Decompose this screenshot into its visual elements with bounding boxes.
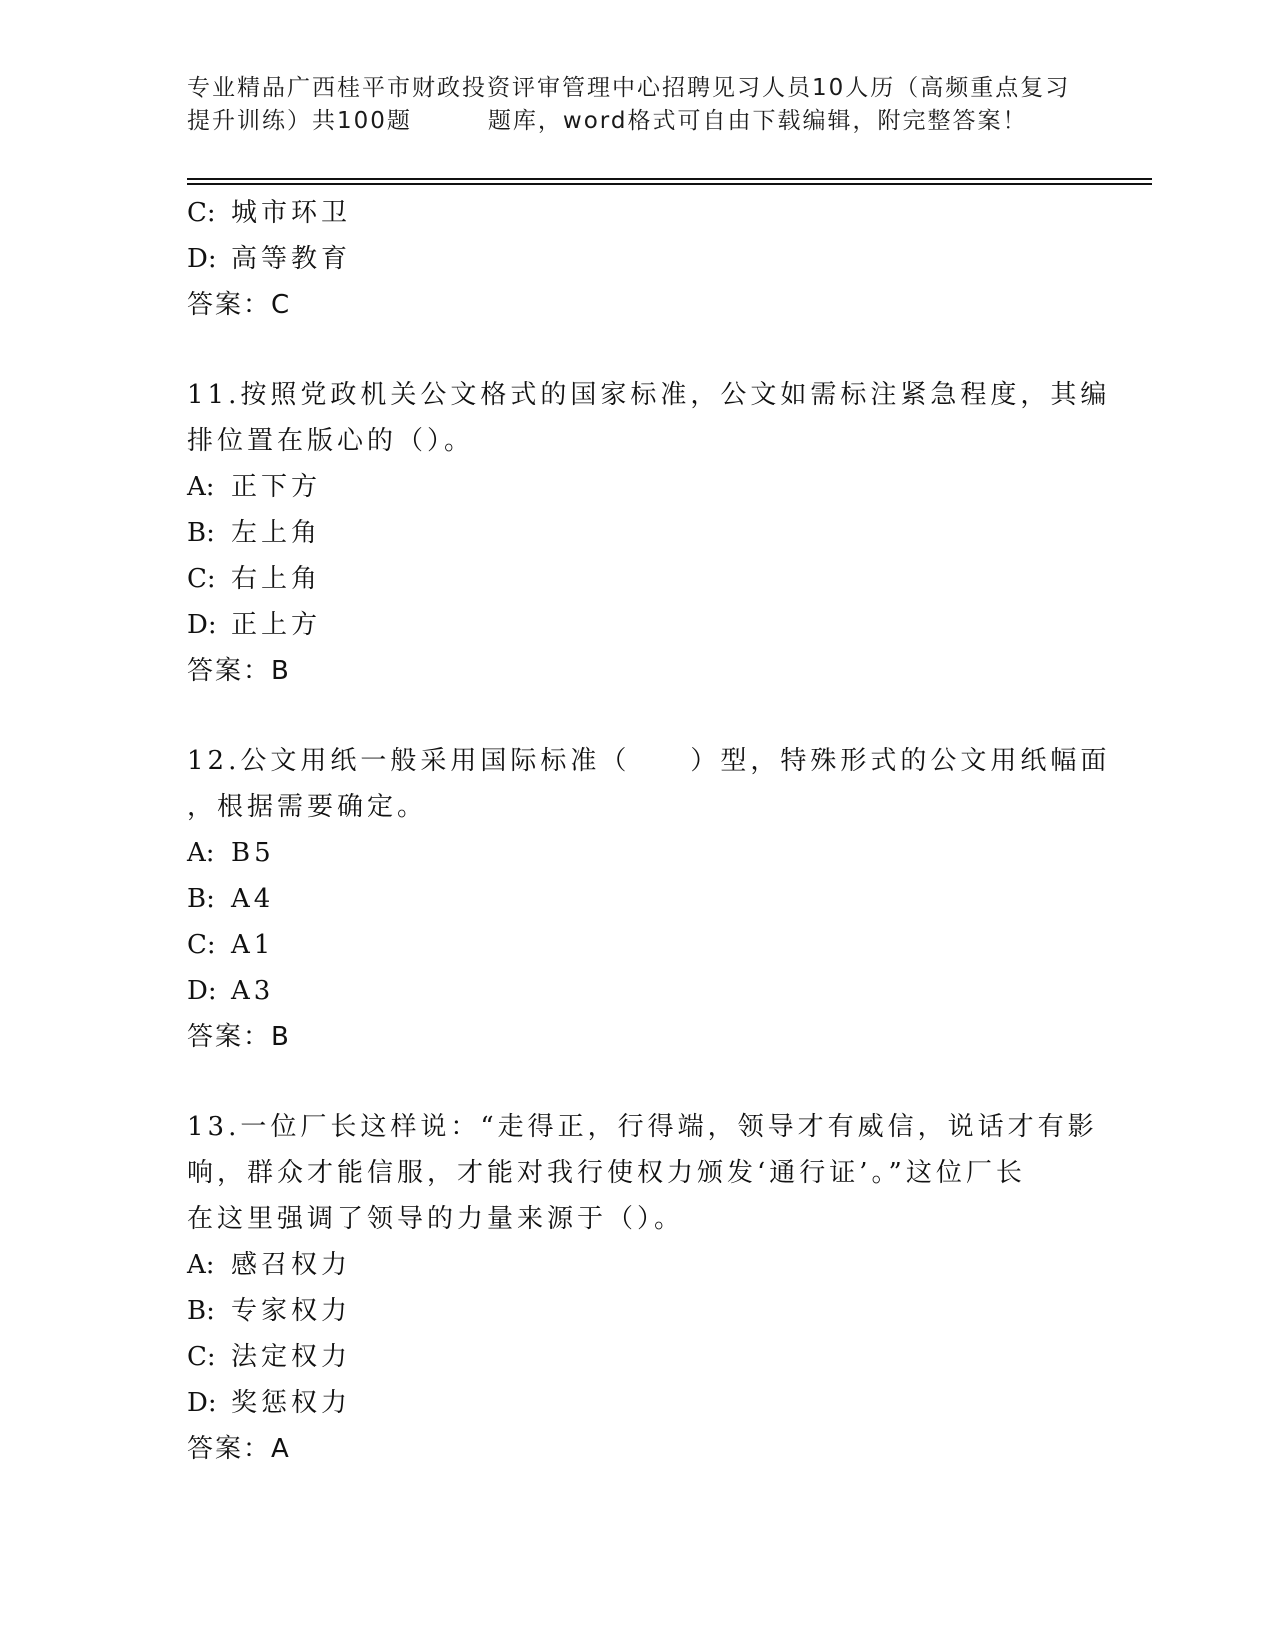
option-d: [187, 968, 1087, 1014]
option-text: 感召权力: [231, 1250, 352, 1280]
option-d: [187, 236, 1087, 282]
answer-line: 答案：C: [187, 290, 292, 320]
question-stem-line: ，根据需要确定。: [187, 792, 428, 822]
option-text: A3: [231, 976, 275, 1006]
option-key: D:: [187, 244, 217, 274]
option-text: 城市环卫: [231, 198, 352, 228]
question-stem-line: 11.按照党政机关公文格式的国家标准，公文如需标注紧急程度，其编: [187, 380, 1111, 410]
question-stem-line: 12.公文用纸一般采用国际标准（ ）型，特殊形式的公文用纸幅面: [187, 746, 1111, 776]
option-b: [187, 1288, 1087, 1334]
option-key: C:: [187, 930, 216, 960]
option-key: C:: [187, 1342, 216, 1372]
option-key: A:: [187, 1250, 215, 1280]
option-key: B:: [187, 518, 215, 548]
header-line-2-part-1: 提升训练）共100题: [187, 108, 412, 134]
option-key: D:: [187, 976, 217, 1006]
option-c: [187, 922, 1087, 968]
option-key: B:: [187, 884, 215, 914]
option-a: [187, 1242, 1087, 1288]
question-stem: [187, 1104, 1098, 1242]
option-key: C:: [187, 198, 216, 228]
option-text: 奖惩权力: [231, 1388, 352, 1418]
option-key: A:: [187, 472, 215, 502]
question-stem-line: 13.一位厂长这样说：“走得正，行得端，领导才有威信，说话才有影: [187, 1112, 1098, 1142]
option-d: [187, 1380, 1087, 1426]
option-key: C:: [187, 564, 216, 594]
question-11: [187, 372, 1111, 694]
option-a: [187, 464, 1087, 510]
header-line-2-part-2: 题库，word格式可自由下载编辑，附完整答案！: [487, 108, 1028, 134]
option-text: 正下方: [231, 472, 322, 502]
option-text: A1: [231, 930, 275, 960]
question-stem-line: 响，群众才能信服，才能对我行使权力颁发‘通行证’。”这位厂长: [187, 1158, 1026, 1188]
answer-line: 答案：A: [187, 1434, 291, 1464]
option-text: 左上角: [231, 518, 322, 548]
option-c: [187, 190, 1087, 236]
option-text: A4: [231, 884, 275, 914]
answer-line: 答案：B: [187, 1022, 291, 1052]
option-d: [187, 602, 1087, 648]
option-text: 正上方: [231, 610, 322, 640]
option-text: B5: [231, 838, 275, 868]
page-header: [187, 72, 1071, 138]
question-stem-line: 排位置在版心的（）。: [187, 426, 475, 456]
question-stem: [187, 738, 1111, 830]
option-text: 专家权力: [231, 1296, 352, 1326]
header-line-1: 专业精品广西桂平市财政投资评审管理中心招聘见习人员10人历（高频重点复习: [187, 75, 1071, 101]
option-c: [187, 556, 1087, 602]
option-key: B:: [187, 1296, 215, 1326]
question-13: [187, 1104, 1098, 1472]
answer-line: 答案：B: [187, 656, 291, 686]
header-line-2: [187, 105, 1067, 138]
option-text: 法定权力: [231, 1342, 352, 1372]
option-b: [187, 876, 1087, 922]
question-12: [187, 738, 1111, 1060]
option-a: [187, 830, 1087, 876]
header-divider-bottom: [187, 183, 1152, 185]
question-10-continuation: [187, 190, 1087, 328]
header-divider-top: [187, 178, 1152, 180]
option-key: D:: [187, 1388, 217, 1418]
option-c: [187, 1334, 1087, 1380]
option-b: [187, 510, 1087, 556]
question-stem-line: 在这里强调了领导的力量来源于（）。: [187, 1204, 685, 1234]
option-text: 右上角: [231, 564, 322, 594]
question-stem: [187, 372, 1111, 464]
option-key: A:: [187, 838, 215, 868]
option-text: 高等教育: [231, 244, 352, 274]
question-list: [187, 190, 1111, 1472]
option-key: D:: [187, 610, 217, 640]
